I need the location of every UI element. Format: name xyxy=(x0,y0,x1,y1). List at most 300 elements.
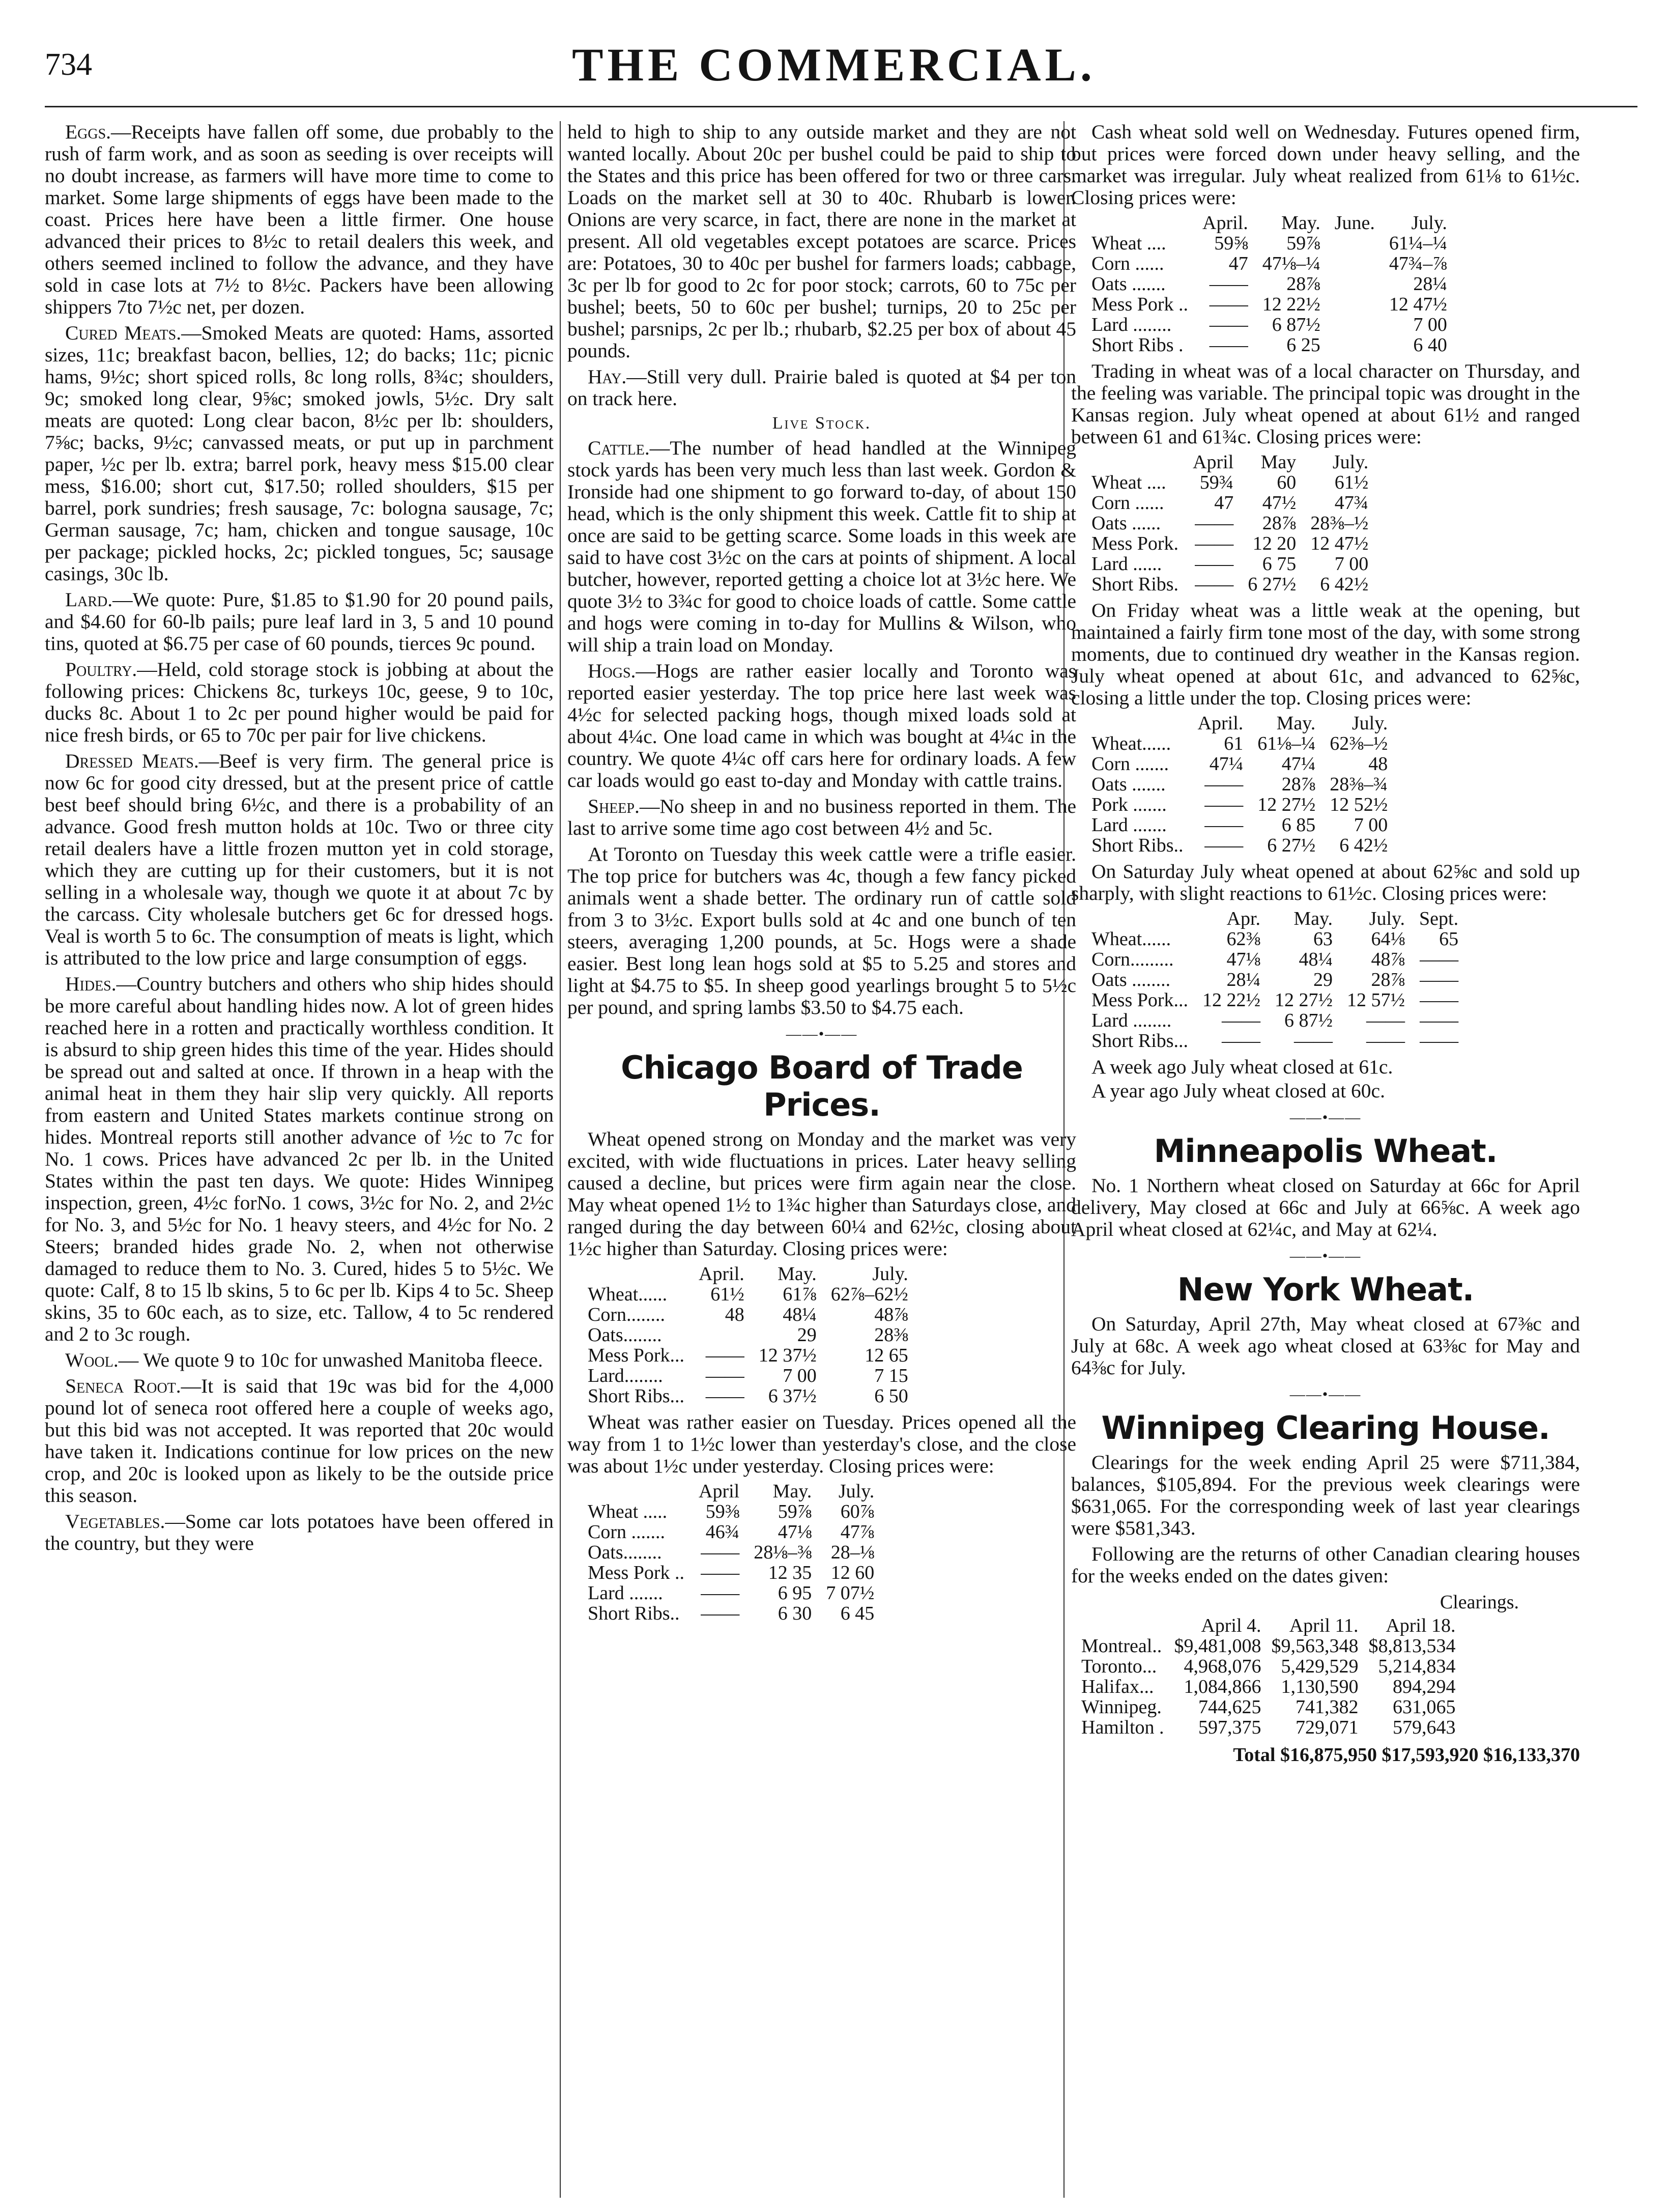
wednesday-table xyxy=(1091,213,1454,355)
paragraph-text: —No sheep in and no business reported in them. The last to arrive some time ago cost between 4½ and 5c. xyxy=(567,795,1076,839)
price-cell: —— xyxy=(1420,969,1459,990)
price-cell: 12 47½ xyxy=(1389,294,1447,315)
price-cell: 1,130,590 xyxy=(1281,1676,1359,1697)
row-label: Wheat...... xyxy=(1091,733,1171,754)
table-row xyxy=(1091,774,1395,795)
row-label: Mess Pork .. xyxy=(1091,294,1189,315)
price-cell: 63 xyxy=(1313,928,1333,950)
price-cell: 28⅜–½ xyxy=(1310,513,1369,534)
price-cell: 61⅛–¼ xyxy=(1257,733,1316,754)
article-paragraph xyxy=(567,660,1076,791)
paragraph-lead: Cattle. xyxy=(588,437,650,459)
paragraph-text: —Smoked Meats are quoted: Hams, assorted sizes, 11c; breakfast bacon, bellies, 12; do backs; 11c; picnic hams, 9½c; short spiced rolls, 8c long rolls, 8¾c; shoulders, 9c; smoked long clear, 9⅝c; smoked jowls, 5½c. Dry salt meats are quoted: Long clear bacon, 8½c per lb: shoulders, 7⅝c; backs, 9½c; canvassed meats, or put up in parchment paper, ½c per lb. extra; barrel pork, heavy mess $15.00 clear mess, $16.00; short cut, $17.50; rolled shoulders, $15 per barrel, pork sundries; fresh sausage, 7c: bologna sausage, 7c; German sausage, 7c; ham, chicken and tongue sausage, 10c per package; pickled hocks, 2c; pickled tongues, 5c; sausage casings, 30c lb. xyxy=(45,322,554,585)
price-cell: 59⅝ xyxy=(1214,233,1248,254)
paragraph-text: —It is said that 19c was bid for the 4,000 pound lot of seneca root offered here a couple of weeks ago, but this bid was not accepted. It was reported that 20c would have taken it. Indications continue for low prices on the new crop, and 20c is looked upon as likely to be the outside price this season. xyxy=(45,1375,554,1507)
table-row xyxy=(588,1325,915,1345)
paragraph-text: —We quote: Pure, $1.85 to $1.90 for 20 pound pails, and $4.60 for 60-lb pails; pure leaf lard in 3, 5 and 10 pound tins, quoted at $6.75 per case of 60 pounds, tierces 9c pound. xyxy=(45,588,554,655)
row-label: Montreal.. xyxy=(1081,1635,1162,1657)
price-cell: 631,065 xyxy=(1393,1696,1456,1718)
price-cell: 46¾ xyxy=(705,1521,740,1543)
header-rule xyxy=(45,106,1637,107)
thursday-paragraph: Trading in wheat was of a local character on Thursday, and the feeling was variable. The principal topic was drought in the Kansas region. July wheat opened at about 61½ and ranged between 61 and 61¾c. Closing prices were: xyxy=(1071,360,1580,448)
row-label: Oats ...... xyxy=(1091,513,1161,534)
table-row xyxy=(1091,493,1375,513)
article-paragraph xyxy=(45,973,554,1345)
row-label: Oats ....... xyxy=(1091,273,1166,295)
column-rule xyxy=(560,121,561,2198)
price-cell: 7 15 xyxy=(874,1365,908,1386)
row-label: Wheat...... xyxy=(1091,928,1171,950)
section-divider: ——•—— xyxy=(1289,1109,1362,1126)
table-row xyxy=(588,1542,881,1563)
price-cell: 28⅞ xyxy=(1371,969,1405,990)
price-cell: —— xyxy=(1222,1010,1261,1031)
price-cell: 5,214,834 xyxy=(1378,1656,1456,1677)
table-row xyxy=(588,1345,915,1366)
price-cell: 47¼ xyxy=(1281,753,1316,775)
price-cell: 60⅞ xyxy=(840,1501,875,1522)
price-cell: 61 xyxy=(1224,733,1244,754)
row-label: Hamilton . xyxy=(1081,1717,1164,1738)
price-cell: —— xyxy=(1209,334,1248,356)
column-header: Sept. xyxy=(1419,908,1459,929)
price-cell: 29 xyxy=(797,1324,817,1346)
column-header xyxy=(588,1481,692,1501)
price-cell: 28¼ xyxy=(1226,969,1261,990)
price-cell: 12 47½ xyxy=(1310,533,1369,554)
price-cell: 6 50 xyxy=(874,1385,908,1407)
column-header xyxy=(1091,213,1195,233)
article-paragraph xyxy=(45,1349,554,1371)
column-header: April 4. xyxy=(1201,1615,1261,1636)
table-row xyxy=(1091,1010,1465,1031)
price-cell: —— xyxy=(1209,314,1248,335)
price-cell: —— xyxy=(1204,814,1244,836)
price-cell xyxy=(1328,233,1382,253)
price-cell: 48⅞ xyxy=(874,1304,908,1325)
table-row xyxy=(1091,513,1375,533)
row-label: Corn ....... xyxy=(1091,753,1169,775)
clearing-house-heading: Winnipeg Clearing House. xyxy=(1101,1409,1550,1447)
price-cell: 59⅞ xyxy=(778,1501,812,1522)
row-label: Mess Pork... xyxy=(1091,989,1189,1011)
column-header: May xyxy=(1260,451,1297,473)
paragraph-text: —Held, cold storage stock is jobbing at about the following prices: Chickens 8c, turkeys 10c, geese, 9 to 10c, ducks 8c. About 1 to 2c per pound higher would be paid for nice fresh birds, or 65 to 70c per pair for live chickens. xyxy=(45,658,554,746)
price-cell: 59¾ xyxy=(1199,472,1234,493)
price-cell: 61¼–¼ xyxy=(1389,233,1447,254)
table-header-row xyxy=(1091,713,1395,733)
price-cell: 64⅛ xyxy=(1371,928,1405,950)
price-cell: 7 00 xyxy=(1413,314,1447,335)
column-header: June. xyxy=(1334,212,1375,234)
price-cell: 62⅞–62½ xyxy=(830,1284,908,1305)
row-label: Wheat...... xyxy=(588,1284,668,1305)
price-cell: —— xyxy=(1204,774,1244,795)
price-cell: 28⅜ xyxy=(874,1324,908,1346)
column-header: July. xyxy=(1351,713,1388,734)
price-cell: 6 37½ xyxy=(768,1385,817,1407)
article-paragraph xyxy=(45,659,554,746)
column-header: May. xyxy=(1293,908,1333,929)
livestock-heading: Live Stock. xyxy=(772,414,872,433)
table-row xyxy=(588,1583,881,1603)
price-cell: 28⅞ xyxy=(1286,273,1320,295)
price-cell: 48⅞ xyxy=(1371,949,1405,970)
price-cell: 28⅛–⅜ xyxy=(754,1542,812,1563)
row-label: Lard ...... xyxy=(1091,553,1162,575)
price-cell: 6 27½ xyxy=(1248,574,1297,595)
price-cell: $9,481,008 xyxy=(1174,1635,1261,1657)
price-cell: 7 00 xyxy=(783,1365,817,1386)
article-paragraph xyxy=(567,366,1076,410)
price-cell: 7 00 xyxy=(1354,814,1388,836)
saturday-table xyxy=(1091,909,1465,1051)
table-row xyxy=(588,1563,881,1583)
price-cell: —— xyxy=(1204,835,1244,856)
clearings-total: Total $16,875,950 $17,593,920 $16,133,370 xyxy=(1233,1744,1580,1766)
price-cell: —— xyxy=(1366,1030,1405,1052)
table-header-row xyxy=(1076,1615,1461,1636)
table-row xyxy=(1091,835,1395,856)
section-divider: ——•—— xyxy=(1289,1386,1362,1403)
price-cell: 12 57½ xyxy=(1347,989,1405,1011)
row-label: Oats ....... xyxy=(1091,774,1166,795)
row-label: Short Ribs. xyxy=(1091,574,1179,595)
paragraph-lead: Hogs. xyxy=(588,660,636,682)
price-cell: 7 00 xyxy=(1334,553,1369,575)
price-cell: —— xyxy=(1294,1030,1333,1052)
thursday-table xyxy=(1091,452,1375,594)
table-row xyxy=(1091,335,1454,355)
paragraph-text: —Beef is very firm. The general price is now 6c for good city dressed, but at the present price of cattle best beef should bring 6½c, and there is a probability of an advance. Good fresh mutton holds at 10c. Two or three city retail dealers have a little frozen mutton yet in cold storage, which they are cutting up for their customers, but it is not selling in a wholesale way, though we quote it at about 7c by the carcass. City wholesale butchers get 6c for dressed hogs. Veal is worth 5 to 6c. The consumption of meats is light, which is attributed to the low price and large consumption of eggs. xyxy=(45,750,554,969)
row-label: Lard ........ xyxy=(1091,314,1172,335)
paragraph-text: —The number of head handled at the Winnipeg stock yards has been very much less than last week. Gordon & Ironside had one shipment to go forward to-day, of about 150 head, which is the only shipment this week. Cattle fit to ship at once are said to be getting scarce. Some loads in this week are said to have cost 3½c on the cars at points of shipment. A local butcher, however, reported getting a choice lot at 3½c here. We quote 3½ to 3¾c for good to choice loads of cattle. Some cattle and hogs were coming in to-day for Mullins & Wilson, who will ship a train load on Monday. xyxy=(567,437,1076,656)
row-label: Short Ribs.. xyxy=(588,1603,680,1624)
row-label: Oats ........ xyxy=(1091,969,1171,990)
price-cell: 744,625 xyxy=(1198,1696,1261,1718)
table-row xyxy=(1091,554,1375,574)
row-label: Halifax... xyxy=(1081,1676,1154,1697)
paragraph-text: At Toronto on Tuesday this week cattle were a trifle easier. The top price for butchers was 4c, though a few fancy picked animals went a shade better. The ordinary run of cattle sold from 3 to 3½c. Export bulls sold at 4c and one bunch of ten steers, averaging 1,200 pounds, at 5c. Hogs were a shade easier. Best long lean hogs sold at $5 to 5.25 and stores and light at $4.75 to $5. In sheep good yearlings brought 5 to 5½c per pound, and spring lambs $3.50 to $4.75 each. xyxy=(567,843,1076,1018)
table-row xyxy=(1091,533,1375,554)
price-cell: 6 45 xyxy=(840,1603,875,1624)
minneapolis-paragraph: No. 1 Northern wheat closed on Saturday at 66c for April delivery, May closed at 66c and July at 66⅝c. A week ago April wheat closed at 62¼c, and May at 62¼. xyxy=(1071,1174,1580,1240)
price-cell: 65 xyxy=(1439,928,1459,950)
price-cell: 47¼ xyxy=(1209,753,1244,775)
price-cell: 12 52½ xyxy=(1330,794,1388,815)
price-cell: 48¼ xyxy=(1299,949,1333,970)
table-row xyxy=(588,1386,915,1406)
table-row xyxy=(1091,815,1395,835)
price-cell: 6 25 xyxy=(1286,334,1320,356)
price-cell: —— xyxy=(701,1542,740,1563)
paragraph-lead: Hides. xyxy=(65,973,117,995)
chicago-monday-table xyxy=(588,1264,915,1406)
price-cell: 12 20 xyxy=(1252,533,1297,554)
price-cell: —— xyxy=(1366,1010,1405,1031)
price-cell: —— xyxy=(705,1385,744,1407)
price-cell: 12 35 xyxy=(768,1562,812,1583)
price-cell: —— xyxy=(1420,1010,1459,1031)
price-cell: 579,643 xyxy=(1393,1717,1456,1738)
paragraph-text: —Some car lots potatoes have been offered in the country, but they were xyxy=(45,1510,554,1554)
price-cell xyxy=(692,1325,752,1345)
table-row xyxy=(588,1522,881,1542)
price-cell: 28⅞ xyxy=(1262,513,1297,534)
new-york-paragraph: On Saturday, April 27th, May wheat closed at 67⅜c and July at 68c. A week ago wheat closed at 63⅜c for May and 64⅜c for July. xyxy=(1071,1313,1580,1379)
row-label: Winnipeg. xyxy=(1081,1696,1162,1718)
paragraph-text: held to high to ship to any outside market and they are not wanted locally. About 20c per bushel could be paid to ship to the States and this price has been offered for two or three cars. Loads on the market sell at 30 to 40c. Rhubarb is lower. Onions are very scarce, in fact, there are none in the market at present. All old vegetables except potatoes are scarce. Prices are: Potatoes, 30 to 40c per bushel for farmers loads; cabbage, 3c per lb for good to 2c for poor stock; carrots, 60 to 75c per bushel; beets, 50 to 60c per bushel; turnips, 20 to 25c per bushel; parsnips, 2c per lb.; rhubarb, $2.25 per box of about 45 pounds. xyxy=(567,121,1076,362)
paragraph-text: —Receipts have fallen off some, due probably to the rush of farm work, and as soon as seeding is over receipts will no doubt increase, as farmers will have more time to come to market. Some large shipments of eggs have been made to the coast. Prices here have been a little firmer. One house advanced their prices to 8½c to retail dealers this week, and others seemed inclined to follow the advance, and they have sold in case lots at 7½ to 8½c. Packers have been allowing shippers 7to 7½c net, per dozen. xyxy=(45,121,554,318)
table-row xyxy=(588,1501,881,1522)
table-row xyxy=(588,1304,915,1325)
article-paragraph xyxy=(567,437,1076,656)
column-header xyxy=(1091,713,1191,733)
column-header: Apr. xyxy=(1226,908,1261,929)
paragraph-lead: Dressed Meats. xyxy=(65,750,199,772)
row-label: Oats........ xyxy=(588,1542,662,1563)
price-cell: 47 xyxy=(1228,253,1248,274)
page-header xyxy=(0,0,1668,92)
new-york-heading: New York Wheat. xyxy=(1177,1271,1474,1308)
table-header-row xyxy=(1091,213,1454,233)
column-header xyxy=(1091,452,1186,472)
column-header: April. xyxy=(1202,212,1248,234)
row-label: Lard ....... xyxy=(1091,814,1167,836)
column-header xyxy=(1091,909,1195,929)
paragraph-text: —Hogs are rather easier locally and Toronto was reported easier yesterday. The top price here last week was 4½c for selected packing hogs, though mixed loads sold at about 4¼c. One load came in which was bought at 4¼c in the country. We quote 4¼c off cars here for ordinary loads. A few car loads would go east to-day and Monday with cattle trains. xyxy=(567,660,1076,791)
row-label: Short Ribs.. xyxy=(1091,835,1184,856)
article-paragraph xyxy=(45,589,554,655)
table-row xyxy=(1091,970,1465,990)
price-cell: 12 27½ xyxy=(1257,794,1316,815)
price-cell: 48 xyxy=(725,1304,744,1325)
price-cell: —— xyxy=(701,1562,740,1583)
price-cell: 62⅜–½ xyxy=(1330,733,1388,754)
price-cell: 62⅜ xyxy=(1226,928,1261,950)
column-header: July. xyxy=(1332,451,1369,473)
price-cell: $9,563,348 xyxy=(1271,1635,1359,1657)
column-header: April 11. xyxy=(1289,1615,1359,1636)
article-paragraph xyxy=(567,843,1076,1018)
article-paragraph xyxy=(45,1511,554,1554)
column-header: April 18. xyxy=(1386,1615,1456,1636)
price-cell: —— xyxy=(1195,533,1234,554)
article-paragraph xyxy=(567,121,1076,362)
table-row xyxy=(1076,1677,1461,1697)
price-cell: —— xyxy=(1195,553,1234,575)
column-header: April xyxy=(699,1481,740,1502)
row-label: Mess Pork .. xyxy=(588,1562,685,1583)
row-label: Wheat .... xyxy=(1091,233,1166,254)
column-header: April. xyxy=(1197,713,1244,734)
article-paragraph xyxy=(45,1375,554,1507)
price-cell: 47⅛ xyxy=(1226,949,1261,970)
column-header: May. xyxy=(1276,713,1316,734)
paragraph-lead: Sheep. xyxy=(588,795,640,817)
paragraph-lead: Lard. xyxy=(65,588,113,611)
table-row xyxy=(1091,274,1454,294)
price-cell: 6 95 xyxy=(778,1582,812,1604)
article-paragraph xyxy=(45,750,554,969)
table-header-row xyxy=(588,1481,881,1501)
table-row xyxy=(1091,294,1454,315)
paragraph-lead: Poultry. xyxy=(65,658,137,680)
price-cell: 12 22½ xyxy=(1262,294,1320,315)
price-cell: 597,375 xyxy=(1198,1717,1261,1738)
column-header: July. xyxy=(872,1263,908,1285)
price-cell: 47⅛–¼ xyxy=(1262,253,1320,274)
row-label: Corn......... xyxy=(1091,949,1174,970)
row-label: Pork ....... xyxy=(1091,794,1167,815)
article-paragraph xyxy=(567,796,1076,839)
clearings-label: Clearings. xyxy=(1440,1592,1519,1613)
price-cell: 60 xyxy=(1277,472,1297,493)
row-label: Corn........ xyxy=(588,1304,665,1325)
price-cell: —— xyxy=(705,1365,744,1386)
price-cell: —— xyxy=(1420,949,1459,970)
saturday-paragraph: On Saturday July wheat opened at about 62⅝c and sold up sharply, with slight reactions to 61½c. Closing prices were: xyxy=(1071,860,1580,904)
column-1 xyxy=(45,121,554,2198)
price-cell: 6 42½ xyxy=(1339,835,1388,856)
price-cell: 48 xyxy=(1368,753,1388,775)
table-row xyxy=(1076,1717,1461,1738)
table-row xyxy=(588,1366,915,1386)
table-row xyxy=(588,1284,915,1304)
price-cell: 894,294 xyxy=(1393,1676,1456,1697)
price-cell: 28–⅛ xyxy=(830,1542,875,1563)
price-cell: 729,071 xyxy=(1296,1717,1359,1738)
price-cell: —— xyxy=(701,1603,740,1624)
column-header: April xyxy=(1193,451,1234,473)
price-cell: 6 40 xyxy=(1413,334,1447,356)
price-cell: 1,084,866 xyxy=(1184,1676,1261,1697)
vegetables-continued xyxy=(567,121,1076,410)
price-cell: 47 xyxy=(1214,492,1234,514)
paragraph-lead: Vegetables. xyxy=(65,1510,165,1533)
clearings-table xyxy=(1076,1615,1461,1738)
paragraph-lead: Hay. xyxy=(588,365,627,388)
price-cell: 6 87½ xyxy=(1284,1010,1333,1031)
column-header: May. xyxy=(1281,212,1320,234)
price-cell: 61½ xyxy=(1334,472,1369,493)
table-row xyxy=(1076,1697,1461,1717)
price-cell: 12 65 xyxy=(865,1345,908,1366)
price-cell: 12 22½ xyxy=(1202,989,1261,1011)
row-label: Corn ...... xyxy=(1091,253,1164,274)
column-header: July. xyxy=(1411,212,1447,234)
column-header: May. xyxy=(772,1481,812,1502)
price-cell: —— xyxy=(701,1582,740,1604)
column-header xyxy=(1076,1615,1169,1636)
clearing-paragraph-1: Clearings for the week ending April 25 were $711,384, balances, $105,894. For the previous week clearings were $631,065. For the corresponding week of last year clearings were $581,343. xyxy=(1071,1451,1580,1539)
price-cell: 61⅞ xyxy=(783,1284,817,1305)
table-row xyxy=(1076,1636,1461,1656)
price-cell: 59⅜ xyxy=(705,1501,740,1522)
column-3 xyxy=(1071,121,1580,2198)
wednesday-paragraph: Cash wheat sold well on Wednesday. Futures opened firm, but prices were forced down under heavy selling, and the market was irregular. July wheat realized from 61⅛ to 61½c. Closing prices were: xyxy=(1071,121,1580,209)
column-2 xyxy=(567,121,1076,2198)
table-row xyxy=(588,1603,881,1624)
paragraph-text: —Still very dull. Prairie baled is quoted at $4 per ton on track here. xyxy=(567,365,1076,410)
price-cell xyxy=(1328,294,1382,315)
row-label: Toronto... xyxy=(1081,1656,1157,1677)
price-cell: —— xyxy=(1222,1030,1261,1052)
price-cell: 12 27½ xyxy=(1275,989,1333,1011)
price-cell: 28⅜–¾ xyxy=(1330,774,1388,795)
week-ago-note: A week ago July wheat closed at 61c. xyxy=(1091,1056,1393,1078)
table-row xyxy=(1091,795,1395,815)
price-cell: —— xyxy=(1420,989,1459,1011)
table-header-row xyxy=(1091,452,1375,472)
price-cell: 5,429,529 xyxy=(1281,1656,1359,1677)
row-label: Lard ....... xyxy=(588,1582,663,1604)
column-header: April. xyxy=(699,1263,744,1285)
table-row xyxy=(1091,990,1465,1010)
table-row xyxy=(1091,1031,1465,1051)
price-cell: —— xyxy=(1420,1030,1459,1052)
price-cell: —— xyxy=(1195,513,1234,534)
column-header xyxy=(588,1264,692,1284)
paragraph-lead: Wool. xyxy=(65,1349,119,1371)
price-cell: 7 07½ xyxy=(826,1582,875,1604)
price-cell: 741,382 xyxy=(1296,1696,1359,1718)
section-divider: ——•—— xyxy=(1289,1247,1362,1264)
row-label: Wheat .... xyxy=(1091,472,1166,493)
table-row xyxy=(1091,929,1465,949)
section-divider: ——•—— xyxy=(786,1026,858,1042)
friday-table xyxy=(1091,713,1395,856)
price-cell: 47⅛ xyxy=(778,1521,812,1543)
row-label: Oats........ xyxy=(588,1324,662,1346)
table-row xyxy=(1091,472,1375,493)
price-cell: 12 37½ xyxy=(758,1345,817,1366)
row-label: Wheat ..... xyxy=(588,1501,668,1522)
table-row xyxy=(1091,315,1454,335)
friday-paragraph: On Friday wheat was a little weak at the opening, but maintained a fairly firm tone most of the day, with some strong moments, due to continued dry weather in the Kansas region. July wheat opened at about 61c, and advanced to 62⅝c, closing a little under the top. Closing prices were: xyxy=(1071,599,1580,709)
price-cell xyxy=(1328,335,1382,355)
price-cell: 28¼ xyxy=(1413,273,1447,295)
price-cell: 48¼ xyxy=(783,1304,817,1325)
price-cell: —— xyxy=(705,1345,744,1366)
row-label: Short Ribs... xyxy=(1091,1030,1189,1052)
row-label: Lard........ xyxy=(588,1365,663,1386)
table-row xyxy=(1091,733,1395,754)
page-number: 734 xyxy=(45,47,92,82)
price-cell: 29 xyxy=(1313,969,1333,990)
article-paragraph xyxy=(45,322,554,585)
price-cell: 6 42½ xyxy=(1320,574,1369,595)
row-label: Lard ........ xyxy=(1091,1010,1172,1031)
price-cell: 6 85 xyxy=(1281,814,1316,836)
column-header: July. xyxy=(838,1481,875,1502)
paragraph-lead: Eggs. xyxy=(65,121,111,143)
price-cell: 61½ xyxy=(710,1284,744,1305)
price-cell: 6 27½ xyxy=(1267,835,1316,856)
chicago-tuesday-table xyxy=(588,1481,881,1624)
price-cell: 4,968,076 xyxy=(1184,1656,1261,1677)
table-header-row xyxy=(1091,909,1465,929)
price-cell: 6 87½ xyxy=(1272,314,1320,335)
price-cell: 47⅞ xyxy=(840,1521,875,1543)
price-cell: 47½ xyxy=(1262,492,1297,514)
paragraph-lead: Cured Meats. xyxy=(65,322,182,344)
row-label: Corn ...... xyxy=(1091,492,1164,514)
price-cell: 28⅞ xyxy=(1281,774,1316,795)
table-row xyxy=(1091,754,1395,774)
price-cell: —— xyxy=(1204,794,1244,815)
table-row xyxy=(1091,949,1465,970)
